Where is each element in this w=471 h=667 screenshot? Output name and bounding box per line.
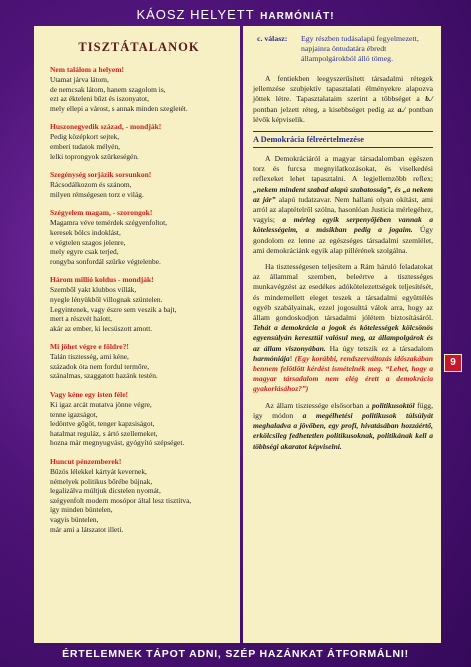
p2-emphasis: Tehát a demokrácia a jogok és kötelességek kölcsönös egyensúlyán keresztül valósul meg, az állampolgárok és az állam viszonyában.	[253, 323, 433, 353]
stanza-line: szégyenfolt modern mosópor által lesz tisztítva,	[50, 495, 192, 505]
p2-text-1: Ha tisztességesen teljesítem a Rám háruló feladatokat az állammal szemben, beleértve a tisztességes munkavégzést az esedékes adókötelezettségek teljesítését, és mindemellett eleget teszek a társadalmi együttélés egyéb szabályainak, ezzel jogosulttá válok arra, hogy az állam gondoskodjon társadalmi jólétem biztosításáról.	[253, 262, 433, 323]
stanza-line: mert a részvét halott,	[50, 314, 112, 324]
stanza-line: lelki toprongyok szürkeségén.	[50, 151, 139, 161]
stanza-title: Nem találom a helyem!	[50, 65, 124, 74]
answer-text: Egy részben tudásalapú fegyelmezett, napjainra öntudatára ébredt állampolgárokból álló tömeg.	[301, 34, 419, 63]
p1-text-1: A Demokráciáról a magyar társadalomban egészen torz és furcsa megnyilatkozásokat, és viselkedési reflexeket lehet tapasztalni. A legjellemzőbb reflex;	[253, 154, 433, 184]
p3-text-2: függ, így módon	[253, 400, 433, 420]
article-column	[243, 26, 441, 643]
stanza-title: Mi jöhet végre e földre?!	[50, 342, 129, 352]
page-footer: ÉRTELEMNEK TÁPOT ADNI, SZÉP HAZÁNKAT ÁTFORMÁLNI!	[62, 648, 409, 660]
p2-harmony: harmóniája	[253, 353, 290, 363]
poem-stanza	[50, 457, 228, 534]
stanza-line: Utamat járva látom,	[50, 75, 109, 84]
paragraph-1	[253, 154, 433, 256]
intro-ref-b: b./	[425, 94, 433, 104]
answer-block	[253, 34, 433, 64]
intro-text-1: A fentiekben leegyszerűsített társadalmi rétegek jellemzése szubjektív tapasztalati élményekre alapozva jöttek létre. Tapasztalataim szerint a többséget a	[253, 74, 433, 104]
stanza-line: hatalmat reguláz, s ártó szellemeket,	[50, 428, 158, 438]
stanza-line: ledöntve gőgöt, tenger kapzsiságot,	[50, 419, 155, 429]
poem-stanza	[50, 390, 228, 448]
stanza-line: rongyba sonfordál szürke végtelenbe.	[50, 256, 161, 266]
p1-text-2: alapú tudatzavar. Nem hallani olyan okítást, ami arról az alaptételről szólna, hasonlóan Justicia mérlegéhez, vagyis;	[253, 194, 433, 225]
stanza-line: szánalmas, szaggatott hazánk testén.	[50, 371, 158, 381]
stanza-line: mely egyre csak terjed,	[50, 247, 119, 257]
poem-stanza	[50, 170, 228, 199]
stanza-line: mely ellepi a várost, s annak minden szegletét.	[50, 103, 188, 113]
stanza-line: így minden büntelen,	[50, 505, 113, 515]
intro-text-3: pontban lévők képviselik.	[253, 104, 433, 124]
stanza-title: Huncut pénzemberek!	[50, 457, 122, 467]
stanza-title: Huszonegyedik század, - mondják!	[50, 122, 162, 132]
stanza-line: már ami a látszatot illeti.	[50, 524, 124, 534]
stanza-line: Bűzös lélekkel kártyát kevernek,	[50, 467, 147, 477]
stanza-line: de nemcsak látom, hanem szagolom is,	[50, 84, 166, 94]
stanza-line: e végtelen szagos jelenre,	[50, 237, 126, 247]
stanza-line: milyen rémségesen torz e világ.	[50, 189, 144, 199]
paragraph-2	[253, 262, 433, 395]
stanza-line: Szemből yakt klubbos villák,	[50, 285, 137, 295]
stanza-line: Rácsodálkozom és szánom,	[50, 180, 132, 190]
stanza-line: Talán tisztesség, ami kéne,	[50, 352, 129, 362]
stanza-title: Szégyelem magam, - szorongok!	[50, 208, 153, 218]
p3-politicians: politikusoktól	[371, 400, 415, 410]
p1-quote: „nekem mindent szabad alapú szabatosság”, és „a nekem az jár”	[253, 184, 433, 204]
poem-stanza	[50, 275, 228, 333]
p3-emphasis: a megélhetési politikusok túlsúlyát meghaladva a jövőben, egy profi, hivatásában hozzáértő, erkölcsileg fedhetetlen politikusoknak, politikának kell a többségi akaratot képviselni.	[253, 410, 433, 451]
stanza-line: hozna már megnyugvást, gyógyító szépséget.	[50, 438, 185, 448]
stanza-title: Vagy kéne egy isten féle!	[50, 390, 129, 400]
paragraph-3	[253, 401, 433, 452]
intro-paragraph	[253, 74, 433, 125]
header-subtitle: HARMÓNIÁT!	[260, 11, 335, 22]
stanza-line: ezt az ékteleni bűzt és iszonyatot,	[50, 94, 149, 104]
stanza-line: nyegle lényükből villognak szüntelen.	[50, 294, 163, 304]
poem-stanza	[50, 342, 228, 381]
stanza-line: századok óta nem fordul termőre,	[50, 361, 150, 371]
poem-stanza	[50, 122, 228, 161]
stanza-line: emberi tudatok mélyén,	[50, 141, 120, 151]
poem-title: TISZTÁTALANOK	[78, 40, 200, 54]
poem-stanza	[50, 208, 228, 266]
stanza-line: vagyis büntelen,	[50, 515, 99, 524]
page-header	[0, 6, 471, 24]
intro-ref-a: a./	[397, 104, 406, 114]
page-number: 9	[444, 354, 462, 372]
poem-column	[34, 26, 240, 643]
stanza-line: keresek bölcs indoklást,	[50, 227, 121, 237]
p3-text-1: Az állam tisztessége elsősorban a	[265, 400, 372, 410]
p2-text-2: Ha úgy tetszik ez a társadalom	[325, 343, 433, 353]
p2-text-3: !	[289, 353, 295, 363]
stanza-line: Legyintenek, vagy észre sem veszik a bajt,	[50, 304, 177, 314]
stanza-line: tenne igazságot,	[50, 409, 98, 419]
p1-emphasis: a mérleg egyik serpenyőjében vannak a kötelességeim, a másikban pedig a jogaim.	[253, 215, 433, 235]
stanza-title: Szegénység sorjázik sorsunkon!	[50, 170, 152, 180]
stanza-line: akár az ember, ki lecsúszott amott.	[50, 323, 153, 333]
intro-text-2: pontban jelzett réteg, a kisebbséget pedig az	[253, 104, 398, 114]
poem-stanzas	[50, 65, 228, 534]
header-title: KÁOSZ HELYETT	[136, 7, 255, 22]
section-subtitle: A Demokrácia félreértelmezése	[253, 131, 433, 148]
stanza-line: Ki igaz arcát mutatva jönne végre,	[50, 400, 152, 410]
stanza-line: némelyek politikus bőrébe bújnak,	[50, 476, 153, 486]
answer-label: c. válasz:	[257, 34, 288, 43]
stanza-title: Három millió koldus - mondják!	[50, 275, 154, 285]
poem-stanza	[50, 65, 228, 113]
stanza-line: Magamra véve temérdek szégyenfoltot,	[50, 218, 167, 228]
stanza-line: legalizálva múltjuk dicstelen nyomát,	[50, 486, 161, 496]
stanza-line: Pedig középkort sejtek,	[50, 132, 120, 142]
p2-question: (Egy korábbi, rendszerváltozás időszakában bennem felötlött kérdést ismételnék meg. “Lehet, hogy a magyar társadalom nem elég érett a demokrácia gyakorlásához?”)	[253, 353, 433, 394]
p1-text-3: Úgy gondolom ez lenne az egészséges társadalmi szemlélet, ami demokráciánk egyik alap pillérének szolgálna.	[253, 225, 433, 255]
